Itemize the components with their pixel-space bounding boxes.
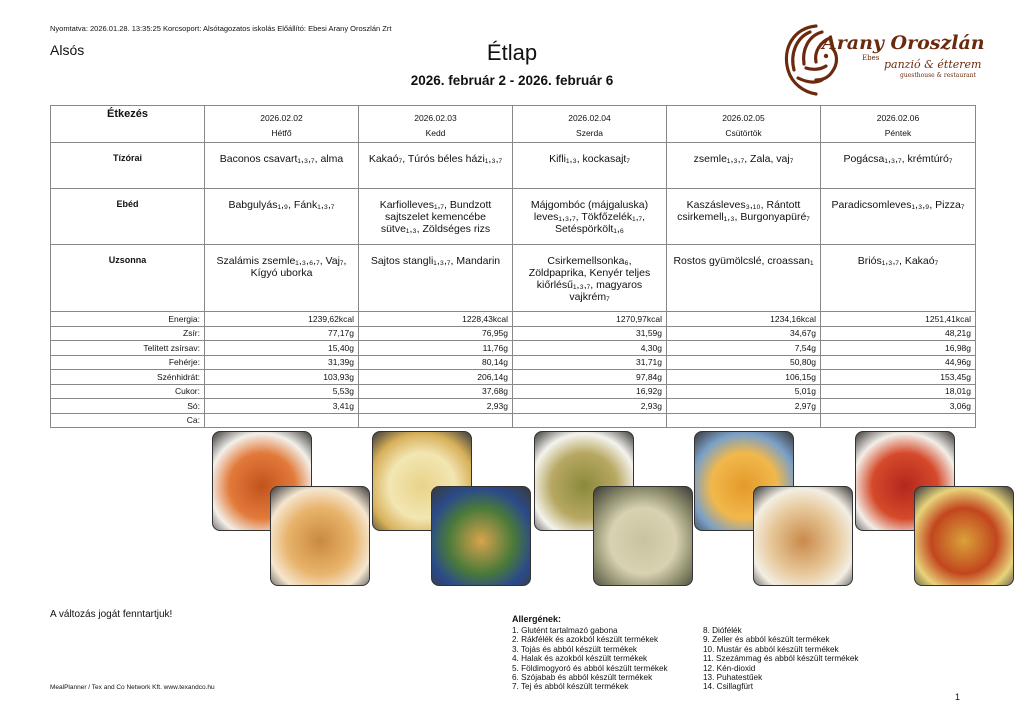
nutrition-value: 18,01g	[821, 384, 976, 399]
day-header	[205, 106, 359, 143]
nutrition-value: 44,96g	[821, 355, 976, 370]
allergen-item: 1. Glutént tartalmazó gabona	[512, 626, 618, 635]
nutrition-value: 1270,97kcal	[513, 312, 667, 327]
nutrition-value	[821, 413, 976, 428]
nutrition-value: 16,92g	[513, 384, 667, 399]
nutrition-value: 31,59g	[513, 326, 667, 341]
nutrition-label: Zsír:	[51, 326, 205, 341]
allergen-item: 9. Zeller és abból készült termékek	[703, 635, 830, 645]
day-header	[667, 106, 821, 143]
day-date: 2026.02.06	[876, 113, 920, 123]
allergen-item: 11. Szezámmag és abból készült termékek	[703, 654, 859, 664]
allergen-item: 6. Szójabab és abból készült termékek	[512, 673, 653, 683]
nutrition-label: Szénhidrát:	[51, 370, 205, 385]
nutrition-value: 16,98g	[821, 341, 976, 356]
day-date: 2026.02.05	[722, 113, 765, 123]
nutrition-value: 37,68g	[359, 384, 513, 399]
nutrition-row	[51, 312, 976, 327]
nutrition-label: Ca:	[51, 413, 205, 428]
menu-table	[50, 105, 976, 428]
day-header	[821, 106, 976, 143]
date-range: 2026. február 2 - 2026. február 6	[410, 73, 614, 88]
meal-label: Ebéd	[51, 189, 205, 245]
allergen-item: 12. Kén-dioxid	[703, 663, 756, 673]
age-group-label: Alsós	[50, 42, 85, 58]
nutrition-value: 206,14g	[359, 370, 513, 385]
nutrition-value: 2,97g	[667, 399, 821, 414]
meal-cell: Kakaó₇, Túrós béles házi₁,₃,₇	[359, 143, 513, 189]
nutrition-value	[667, 413, 821, 428]
nutrition-value	[359, 413, 513, 428]
day-name: Szerda	[576, 128, 603, 138]
nutrition-value: 80,14g	[359, 355, 513, 370]
nutrition-value: 1228,43kcal	[359, 312, 513, 327]
nutrition-value: 153,45g	[821, 370, 976, 385]
meal-cell: Babgulyás₁,₉, Fánk₁,₃,₇	[205, 189, 359, 245]
photo-cheese-sticks	[431, 486, 531, 586]
footer-credit: MealPlanner / Tex and Co Network Kft. www.texandco.hu	[50, 684, 215, 691]
nutrition-value: 97,84g	[513, 370, 667, 385]
logo-tagline: guesthouse & restaurant	[900, 72, 976, 79]
nutrition-value: 31,39g	[205, 355, 359, 370]
allergens-list-2	[703, 626, 858, 692]
meal-cell: Baconos csavart₁,₃,₇, alma	[205, 143, 359, 189]
meal-cell: Csirkemellsonka₆, Zöldpaprika, Kenyér teljes kiőrlésű₁,₃,₇, magyaros vajkrém₇	[513, 245, 667, 312]
allergen-item: 2. Rákfélék és azokból készült termékek	[512, 635, 659, 645]
nutrition-value: 106,15g	[667, 370, 821, 385]
nutrition-value: 5,53g	[205, 384, 359, 399]
disclaimer: A változás jogát fenntartjuk!	[50, 609, 173, 620]
photo-donuts	[270, 486, 370, 586]
meal-cell: Pogácsa₁,₃,₇, krémtúró₇	[821, 143, 976, 189]
nutrition-value: 15,40g	[205, 341, 359, 356]
day-name: Péntek	[884, 128, 912, 138]
nutrition-label: Energia:	[51, 312, 205, 327]
meal-label: Tízórai	[51, 143, 205, 189]
allergen-item: 5. Földimogyoró és abból készült termékek	[512, 663, 668, 673]
nutrition-row	[51, 355, 976, 370]
nutrition-row	[51, 370, 976, 385]
meal-row-afternoon-snack	[51, 245, 976, 312]
photo-breaded-chicken	[753, 486, 853, 586]
meal-cell: Karfiolleves₁,₇, Bundzott sajtszelet kemencébe sütve₁,₃, Zöldséges rizs	[359, 189, 513, 245]
allergen-item: 7. Tej és abból készült termékek	[512, 682, 629, 692]
nutrition-value: 103,93g	[205, 370, 359, 385]
meal-cell: Paradicsomleves₁,₃,₉, Pizza₇	[821, 189, 976, 245]
nutrition-value: 50,80g	[667, 355, 821, 370]
meal-label: Uzsonna	[51, 245, 205, 312]
nutrition-value: 4,30g	[513, 341, 667, 356]
print-info: Nyomtatva: 2026.01.28. 13:35:25 Korcsoport: Alsótagozatos iskolás Előállító: Ebesi Arany Oroszlán Zrt	[50, 24, 392, 33]
nutrition-value: 2,93g	[359, 399, 513, 414]
day-name: Hétfő	[271, 128, 292, 138]
meal-cell: Rostos gyümölcslé, croassan₁	[667, 245, 821, 312]
meal-cell: Kifli₁,₃, kockasajt₇	[513, 143, 667, 189]
allergen-item: 13. Puhatestűek	[703, 673, 763, 683]
nutrition-value: 7,54g	[667, 341, 821, 356]
restaurant-logo	[776, 18, 986, 100]
nutrition-row	[51, 413, 976, 428]
nutrition-label: Só:	[51, 399, 205, 414]
meal-row-lunch	[51, 189, 976, 245]
table-header-row	[51, 106, 976, 143]
nutrition-label: Cukor:	[51, 384, 205, 399]
nutrition-row	[51, 326, 976, 341]
day-date: 2026.02.03	[414, 113, 457, 123]
meal-cell: Briós₁,₃,₇, Kakaó₇	[821, 245, 976, 312]
allergen-item: 4. Halak és azokból készült termékek	[512, 654, 648, 664]
nutrition-value: 2,93g	[513, 399, 667, 414]
allergen-item: 3. Tojás és abból készült termékek	[512, 644, 637, 654]
day-date: 2026.02.02	[260, 113, 303, 123]
nutrition-value	[205, 413, 359, 428]
nutrition-value: 48,21g	[821, 326, 976, 341]
page-title: Étlap	[486, 40, 538, 65]
nutrition-label: Telített zsírsav:	[51, 341, 205, 356]
nutrition-value: 3,06g	[821, 399, 976, 414]
allergens-list-1	[512, 626, 668, 692]
nutrition-section	[51, 312, 976, 428]
page-number: 1	[955, 692, 961, 702]
allergen-item: 14. Csillagfürt	[703, 682, 754, 692]
nutrition-value	[513, 413, 667, 428]
day-header	[359, 106, 513, 143]
allergens-title: Allergének:	[512, 614, 562, 624]
day-name: Kedd	[425, 128, 446, 138]
meal-cell: Sajtos stangli₁,₃,₇, Mandarin	[359, 245, 513, 312]
day-header	[513, 106, 667, 143]
nutrition-value: 1251,41kcal	[821, 312, 976, 327]
nutrition-value: 1234,16kcal	[667, 312, 821, 327]
logo-name: Arany Oroszlán	[822, 32, 985, 54]
nutrition-row	[51, 341, 976, 356]
nutrition-value: 76,95g	[359, 326, 513, 341]
nutrition-value: 11,76g	[359, 341, 513, 356]
corner-label: Étkezés	[51, 106, 205, 143]
allergen-item: 10. Mustár és abból készült termékek	[703, 644, 839, 654]
nutrition-value: 34,67g	[667, 326, 821, 341]
nutrition-value: 31,71g	[513, 355, 667, 370]
meal-cell: Szalámis zsemle₁,₃,₆,₇, Vaj₇, Kígyó uborka	[205, 245, 359, 312]
meal-cell: Májgombóc (májgaluska) leves₁,₃,₇, Tökfőzelék₁,₇, Setéspörkölt₁,₆	[513, 189, 667, 245]
logo-small-text: Ebes	[862, 54, 880, 62]
nutrition-row	[51, 384, 976, 399]
nutrition-label: Fehérje:	[51, 355, 205, 370]
nutrition-value: 1239,62kcal	[205, 312, 359, 327]
allergen-item: 8. Diófélék	[703, 626, 742, 635]
meal-cell: zsemle₁,₃,₇, Zala, vaj₇	[667, 143, 821, 189]
lion-head-icon	[776, 18, 856, 98]
logo-subtitle: panzió & étterem	[884, 58, 982, 71]
nutrition-value: 3,41g	[205, 399, 359, 414]
photo-pizza	[914, 486, 1014, 586]
nutrition-value: 5,01g	[667, 384, 821, 399]
meal-row-morning-snack	[51, 143, 976, 189]
day-name: Csütörtök	[725, 128, 762, 138]
nutrition-row	[51, 399, 976, 414]
meal-cell: Kaszásleves₃,₁₀, Rántott csirkemell₁,₃, Burgonyapüré₇	[667, 189, 821, 245]
photo-pumpkin-stew	[593, 486, 693, 586]
nutrition-value: 77,17g	[205, 326, 359, 341]
day-date: 2026.02.04	[568, 113, 611, 123]
